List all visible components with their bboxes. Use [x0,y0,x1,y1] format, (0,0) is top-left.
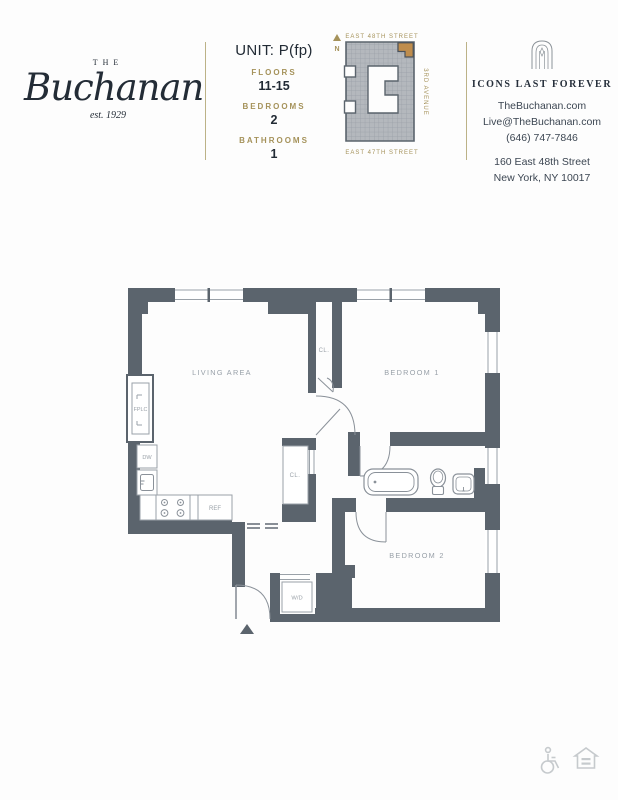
floors-value: 11-15 [258,79,290,93]
bedrooms-value: 2 [270,113,278,127]
entry-arrow [240,624,254,634]
building-footprint [345,42,415,141]
avenue-label: 3RD AVENUE [422,68,428,116]
bathroom-sink [453,474,474,494]
unit-title: UNIT: P(fp) [235,42,313,59]
bathroom [364,469,474,495]
street-bottom-label: EAST 47TH STREET [345,150,419,156]
contact-phone[interactable]: (646) 747-7846 [506,132,578,144]
toilet [431,469,446,495]
arch-building-icon [529,38,555,70]
brand-logo [24,58,204,121]
north-compass-icon [333,34,341,53]
contact-block [470,38,614,186]
unit-info [213,42,335,161]
living-area-label: LIVING AREA [192,368,252,377]
contact-tagline: ICONS LAST FOREVER [471,79,613,90]
contact-email[interactable]: Live@TheBuchanan.com [482,116,602,128]
street-top-label: EAST 48TH STREET [345,34,419,40]
wd-label: W/D [291,595,303,602]
closet-lower [283,446,308,504]
floors-label: FLOORS [251,68,297,77]
bedrooms-label: BEDROOMS [242,102,306,111]
bedroom1-label: BEDROOM 1 [384,368,440,377]
contact-website[interactable]: TheBuchanan.com [497,100,587,112]
floorplan-drawing [112,278,522,640]
brand-est: est. 1929 [89,110,127,121]
wheelchair-accessible-icon [542,748,559,773]
dashed-break-line [247,524,278,528]
bathrooms-label: BATHROOMS [239,136,309,145]
brand-name: Buchanan [24,66,204,109]
north-label: N [334,46,340,53]
contact-address1: 160 East 48th Street [494,156,590,168]
equal-housing-icon [575,748,597,768]
bathrooms-value: 1 [270,147,278,161]
divider-left [205,42,206,160]
contact-address2: New York, NY 10017 [493,172,591,184]
fireplace [127,375,153,442]
cl-upper-label: CL. [318,348,330,354]
keyplan-map [328,26,464,174]
cl-lower-label: CL. [289,473,301,479]
ref-label: REF [209,506,221,512]
bedroom2-label: BEDROOM 2 [389,551,445,560]
dw-label: DW [142,455,152,461]
fplc-label: FPLC [133,407,148,413]
divider-right [466,42,467,160]
kitchen [137,445,232,520]
stove [156,495,190,520]
footer-icons [537,744,601,780]
washer-dryer [282,582,312,612]
brand-the: THE [92,58,124,67]
